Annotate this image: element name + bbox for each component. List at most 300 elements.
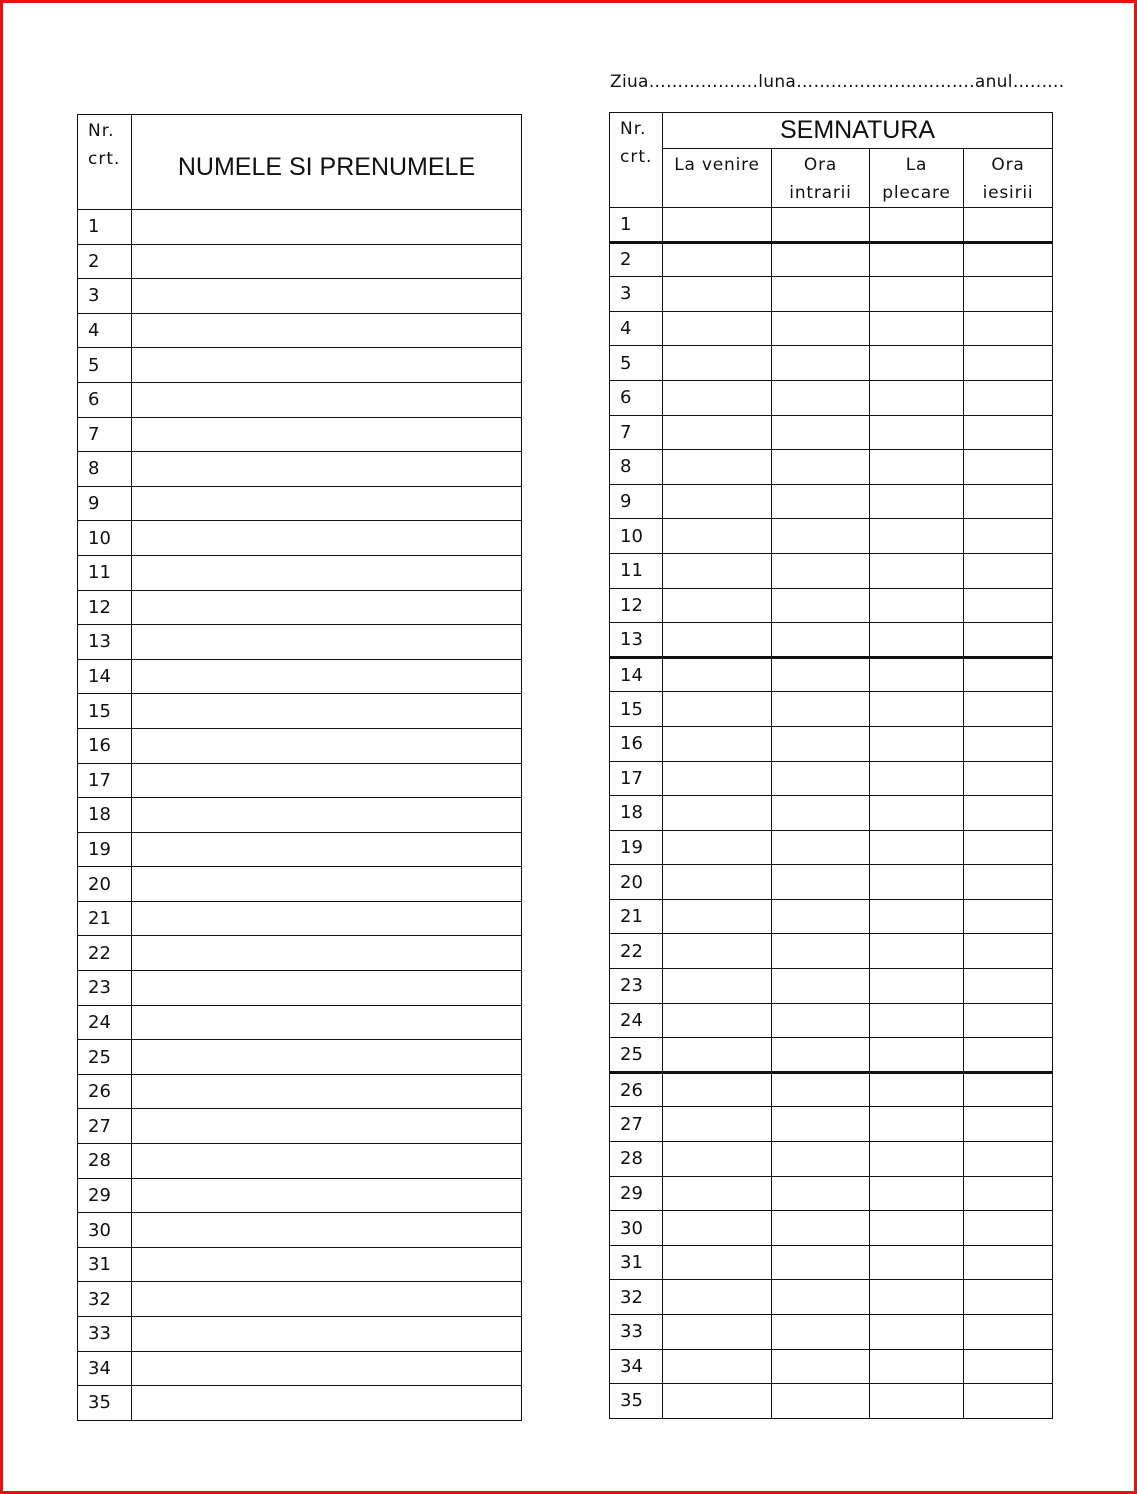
table-row: [610, 726, 1053, 761]
table-row: [78, 1144, 522, 1179]
ora-iesirii-cell[interactable]: [964, 380, 1053, 415]
table-row: [610, 588, 1053, 623]
table-row: [78, 244, 522, 279]
name-cell[interactable]: [132, 1213, 522, 1248]
name-cell[interactable]: [132, 1040, 522, 1075]
name-cell[interactable]: [132, 1386, 522, 1421]
row-number: 13: [78, 625, 132, 660]
row-number: 20: [610, 865, 663, 900]
name-cell[interactable]: [132, 313, 522, 348]
row-number: 30: [610, 1211, 663, 1246]
row-number: 29: [610, 1176, 663, 1211]
table-row: [610, 1211, 1053, 1246]
name-cell[interactable]: [132, 798, 522, 833]
ora-intrarii-cell[interactable]: [772, 1142, 870, 1177]
row-number: 17: [78, 763, 132, 798]
col-ora-intrarii: Ora intrarii: [772, 149, 870, 208]
name-cell[interactable]: [132, 521, 522, 556]
name-cell[interactable]: [132, 625, 522, 660]
name-cell[interactable]: [132, 867, 522, 902]
la-plecare-cell[interactable]: [870, 692, 964, 727]
ora-iesirii-cell[interactable]: [964, 657, 1053, 692]
table-row: [78, 521, 522, 556]
la-venire-cell[interactable]: [663, 1176, 772, 1211]
la-plecare-cell[interactable]: [870, 1142, 964, 1177]
ora-iesirii-cell[interactable]: [964, 1384, 1053, 1419]
ora-iesirii-cell[interactable]: [964, 692, 1053, 727]
ora-iesirii-cell[interactable]: [964, 1176, 1053, 1211]
table-row: [78, 832, 522, 867]
table-row: [78, 1178, 522, 1213]
table-row: [610, 1038, 1053, 1073]
name-cell[interactable]: [132, 1247, 522, 1282]
la-plecare-cell[interactable]: [870, 657, 964, 692]
la-plecare-cell[interactable]: [870, 830, 964, 865]
row-number: 19: [610, 830, 663, 865]
row-number: 34: [610, 1349, 663, 1384]
row-number: 26: [78, 1074, 132, 1109]
table-row: [78, 210, 522, 245]
ora-intrarii-cell[interactable]: [772, 623, 870, 658]
ora-iesirii-cell[interactable]: [964, 1315, 1053, 1350]
ora-iesirii-cell[interactable]: [964, 830, 1053, 865]
row-number: 25: [610, 1038, 663, 1073]
ora-iesirii-cell[interactable]: [964, 796, 1053, 831]
row-number: 4: [78, 313, 132, 348]
la-venire-cell[interactable]: [663, 1280, 772, 1315]
name-cell[interactable]: [132, 936, 522, 971]
row-number: 2: [610, 242, 663, 277]
ora-iesirii-cell[interactable]: [964, 1038, 1053, 1073]
ora-iesirii-cell[interactable]: [964, 588, 1053, 623]
table-row: [610, 311, 1053, 346]
table-row: [610, 899, 1053, 934]
la-venire-cell[interactable]: [663, 1038, 772, 1073]
row-number: 21: [610, 899, 663, 934]
row-number: 9: [610, 484, 663, 519]
ora-intrarii-cell[interactable]: [772, 208, 870, 243]
row-number: 24: [610, 1003, 663, 1038]
la-plecare-cell[interactable]: [870, 588, 964, 623]
name-cell[interactable]: [132, 1074, 522, 1109]
row-number: 11: [78, 555, 132, 590]
la-venire-cell[interactable]: [663, 277, 772, 312]
col-la-plecare: La plecare: [870, 149, 964, 208]
ora-iesirii-cell[interactable]: [964, 484, 1053, 519]
name-cell[interactable]: [132, 244, 522, 279]
nr-crt-label: Nr. crt.: [88, 121, 121, 169]
row-number: 32: [78, 1282, 132, 1317]
la-venire-cell[interactable]: [663, 1211, 772, 1246]
ora-iesirii-cell[interactable]: [964, 1349, 1053, 1384]
ora-iesirii-cell[interactable]: [964, 1107, 1053, 1142]
name-cell[interactable]: [132, 1109, 522, 1144]
ora-iesirii-cell[interactable]: [964, 1211, 1053, 1246]
row-number: 10: [610, 519, 663, 554]
la-venire-cell[interactable]: [663, 208, 772, 243]
la-plecare-cell[interactable]: [870, 553, 964, 588]
table-row: [78, 417, 522, 452]
row-number: 1: [610, 208, 663, 243]
row-number: 26: [610, 1072, 663, 1107]
la-venire-cell[interactable]: [663, 1107, 772, 1142]
la-venire-cell[interactable]: [663, 899, 772, 934]
ora-intrarii-cell[interactable]: [772, 969, 870, 1004]
names-header: NUMELE SI PRENUMELE: [132, 115, 522, 210]
name-cell[interactable]: [132, 486, 522, 521]
row-number: 28: [610, 1142, 663, 1177]
ora-iesirii-cell[interactable]: [964, 899, 1053, 934]
ora-intrarii-cell[interactable]: [772, 415, 870, 450]
la-venire-cell[interactable]: [663, 242, 772, 277]
la-venire-cell[interactable]: [663, 1003, 772, 1038]
ora-iesirii-cell[interactable]: [964, 242, 1053, 277]
row-number: 33: [78, 1317, 132, 1352]
row-number: 12: [78, 590, 132, 625]
ora-iesirii-cell[interactable]: [964, 415, 1053, 450]
ora-intrarii-cell[interactable]: [772, 553, 870, 588]
ora-intrarii-cell[interactable]: [772, 1245, 870, 1280]
row-number: 29: [78, 1178, 132, 1213]
row-number: 12: [610, 588, 663, 623]
la-plecare-cell[interactable]: [870, 1245, 964, 1280]
la-venire-cell[interactable]: [663, 969, 772, 1004]
name-cell[interactable]: [132, 728, 522, 763]
ora-iesirii-cell[interactable]: [964, 1072, 1053, 1107]
row-number: 1: [78, 210, 132, 245]
table-row: [78, 659, 522, 694]
ora-intrarii-cell[interactable]: [772, 484, 870, 519]
name-cell[interactable]: [132, 763, 522, 798]
la-plecare-cell[interactable]: [870, 208, 964, 243]
table-row: [78, 1282, 522, 1317]
name-cell[interactable]: [132, 382, 522, 417]
name-cell[interactable]: [132, 901, 522, 936]
row-number: 6: [610, 380, 663, 415]
table-row: [610, 1349, 1053, 1384]
ora-iesirii-cell[interactable]: [964, 761, 1053, 796]
ora-intrarii-cell[interactable]: [772, 934, 870, 969]
ora-intrarii-cell[interactable]: [772, 1072, 870, 1107]
la-plecare-cell[interactable]: [870, 726, 964, 761]
ora-iesirii-cell[interactable]: [964, 450, 1053, 485]
table-row: [78, 313, 522, 348]
row-number: 27: [78, 1109, 132, 1144]
la-plecare-cell[interactable]: [870, 346, 964, 381]
la-venire-cell[interactable]: [663, 380, 772, 415]
la-venire-cell[interactable]: [663, 623, 772, 658]
row-number: 6: [78, 382, 132, 417]
table-row: [610, 1315, 1053, 1350]
row-number: 16: [610, 726, 663, 761]
row-number: 5: [610, 346, 663, 381]
nr-crt-header: [610, 113, 663, 208]
table-row: [78, 763, 522, 798]
table-row: [78, 590, 522, 625]
ora-iesirii-cell[interactable]: [964, 1003, 1053, 1038]
ora-intrarii-cell[interactable]: [772, 796, 870, 831]
row-number: 9: [78, 486, 132, 521]
name-cell[interactable]: [132, 279, 522, 314]
ora-intrarii-cell[interactable]: [772, 519, 870, 554]
table-row: [610, 450, 1053, 485]
table-row: [610, 242, 1053, 277]
ora-iesirii-cell[interactable]: [964, 553, 1053, 588]
name-cell[interactable]: [132, 348, 522, 383]
la-venire-cell[interactable]: [663, 726, 772, 761]
name-cell[interactable]: [132, 452, 522, 487]
ora-intrarii-cell[interactable]: [772, 1349, 870, 1384]
ora-intrarii-cell[interactable]: [772, 242, 870, 277]
table-row: [610, 623, 1053, 658]
ora-iesirii-cell[interactable]: [964, 969, 1053, 1004]
table-row: [610, 1003, 1053, 1038]
row-number: 11: [610, 553, 663, 588]
ora-intrarii-cell[interactable]: [772, 1211, 870, 1246]
la-plecare-cell[interactable]: [870, 1038, 964, 1073]
ora-iesirii-cell[interactable]: [964, 1142, 1053, 1177]
ora-intrarii-cell[interactable]: [772, 277, 870, 312]
table-row: [610, 969, 1053, 1004]
col-ora-iesirii: Ora iesirii: [964, 149, 1053, 208]
table-row: [78, 798, 522, 833]
la-venire-cell[interactable]: [663, 796, 772, 831]
row-number: 28: [78, 1144, 132, 1179]
table-row: [78, 555, 522, 590]
la-venire-cell[interactable]: [663, 934, 772, 969]
name-cell[interactable]: [132, 659, 522, 694]
la-plecare-cell[interactable]: [870, 1384, 964, 1419]
ora-intrarii-cell[interactable]: [772, 1038, 870, 1073]
la-venire-cell[interactable]: [663, 692, 772, 727]
table-row: [78, 1213, 522, 1248]
ora-intrarii-cell[interactable]: [772, 830, 870, 865]
ora-iesirii-cell[interactable]: [964, 277, 1053, 312]
ora-intrarii-cell[interactable]: [772, 311, 870, 346]
name-cell[interactable]: [132, 971, 522, 1006]
ora-iesirii-cell[interactable]: [964, 1245, 1053, 1280]
la-plecare-cell[interactable]: [870, 934, 964, 969]
row-number: 20: [78, 867, 132, 902]
row-number: 23: [78, 971, 132, 1006]
table-row: [78, 1247, 522, 1282]
ora-iesirii-cell[interactable]: [964, 346, 1053, 381]
row-number: 14: [610, 657, 663, 692]
row-number: 8: [610, 450, 663, 485]
table-row: [78, 1386, 522, 1421]
la-venire-cell[interactable]: [663, 553, 772, 588]
table-row: [610, 553, 1053, 588]
ora-iesirii-cell[interactable]: [964, 934, 1053, 969]
table-row: [610, 415, 1053, 450]
ora-intrarii-cell[interactable]: [772, 657, 870, 692]
names-table: [77, 114, 522, 1421]
la-venire-cell[interactable]: [663, 311, 772, 346]
table-row: [610, 519, 1053, 554]
la-plecare-cell[interactable]: [870, 1003, 964, 1038]
la-plecare-cell[interactable]: [870, 1176, 964, 1211]
name-cell[interactable]: [132, 1317, 522, 1352]
table-row: [610, 484, 1053, 519]
table-row: [78, 936, 522, 971]
la-plecare-cell[interactable]: [870, 415, 964, 450]
la-plecare-cell[interactable]: [870, 623, 964, 658]
row-number: 3: [78, 279, 132, 314]
row-number: 23: [610, 969, 663, 1004]
ora-intrarii-cell[interactable]: [772, 1107, 870, 1142]
row-number: 24: [78, 1005, 132, 1040]
table-row: [78, 971, 522, 1006]
row-number: 18: [610, 796, 663, 831]
row-number: 32: [610, 1280, 663, 1315]
la-plecare-cell[interactable]: [870, 1280, 964, 1315]
table-row: [78, 382, 522, 417]
ora-intrarii-cell[interactable]: [772, 899, 870, 934]
ora-intrarii-cell[interactable]: [772, 1280, 870, 1315]
name-cell[interactable]: [132, 1351, 522, 1386]
ora-iesirii-cell[interactable]: [964, 623, 1053, 658]
row-number: 18: [78, 798, 132, 833]
ora-iesirii-cell[interactable]: [964, 208, 1053, 243]
la-venire-cell[interactable]: [663, 1245, 772, 1280]
ora-intrarii-cell[interactable]: [772, 588, 870, 623]
ora-iesirii-cell[interactable]: [964, 865, 1053, 900]
table-row: [610, 692, 1053, 727]
row-number: 15: [610, 692, 663, 727]
ora-intrarii-cell[interactable]: [772, 380, 870, 415]
row-number: 7: [78, 417, 132, 452]
ora-intrarii-cell[interactable]: [772, 761, 870, 796]
table-row: [610, 657, 1053, 692]
col-la-venire: La venire: [663, 149, 772, 208]
name-cell[interactable]: [132, 417, 522, 452]
la-venire-cell[interactable]: [663, 588, 772, 623]
name-cell[interactable]: [132, 555, 522, 590]
table-row: [610, 1176, 1053, 1211]
ora-iesirii-cell[interactable]: [964, 726, 1053, 761]
la-plecare-cell[interactable]: [870, 380, 964, 415]
la-plecare-cell[interactable]: [870, 1072, 964, 1107]
table-row: [610, 761, 1053, 796]
name-cell[interactable]: [132, 694, 522, 729]
name-cell[interactable]: [132, 590, 522, 625]
ora-iesirii-cell[interactable]: [964, 1280, 1053, 1315]
la-venire-cell[interactable]: [663, 519, 772, 554]
row-number: 17: [610, 761, 663, 796]
row-number: 30: [78, 1213, 132, 1248]
ora-intrarii-cell[interactable]: [772, 726, 870, 761]
ora-intrarii-cell[interactable]: [772, 1384, 870, 1419]
la-plecare-cell[interactable]: [870, 519, 964, 554]
la-venire-cell[interactable]: [663, 450, 772, 485]
row-number: 10: [78, 521, 132, 556]
ora-iesirii-cell[interactable]: [964, 311, 1053, 346]
name-cell[interactable]: [132, 1005, 522, 1040]
row-number: 5: [78, 348, 132, 383]
la-venire-cell[interactable]: [663, 346, 772, 381]
ora-intrarii-cell[interactable]: [772, 692, 870, 727]
la-venire-cell[interactable]: [663, 1315, 772, 1350]
la-plecare-cell[interactable]: [870, 450, 964, 485]
ora-intrarii-cell[interactable]: [772, 1315, 870, 1350]
table-row: [78, 486, 522, 521]
ora-intrarii-cell[interactable]: [772, 1176, 870, 1211]
row-number: 33: [610, 1315, 663, 1350]
row-number: 16: [78, 728, 132, 763]
name-cell[interactable]: [132, 210, 522, 245]
la-plecare-cell[interactable]: [870, 242, 964, 277]
la-venire-cell[interactable]: [663, 1349, 772, 1384]
la-plecare-cell[interactable]: [870, 796, 964, 831]
row-number: 4: [610, 311, 663, 346]
la-plecare-cell[interactable]: [870, 277, 964, 312]
name-cell[interactable]: [132, 1144, 522, 1179]
table-row: [78, 452, 522, 487]
la-venire-cell[interactable]: [663, 484, 772, 519]
name-cell[interactable]: [132, 1178, 522, 1213]
la-venire-cell[interactable]: [663, 761, 772, 796]
row-number: 15: [78, 694, 132, 729]
la-venire-cell[interactable]: [663, 1142, 772, 1177]
la-plecare-cell[interactable]: [870, 899, 964, 934]
table-row: [610, 1142, 1053, 1177]
row-number: 22: [610, 934, 663, 969]
table-row: [610, 277, 1053, 312]
row-number: 27: [610, 1107, 663, 1142]
ora-iesirii-cell[interactable]: [964, 519, 1053, 554]
table-row: [610, 830, 1053, 865]
table-row: [78, 348, 522, 383]
table-row: [78, 1074, 522, 1109]
la-plecare-cell[interactable]: [870, 761, 964, 796]
la-plecare-cell[interactable]: [870, 969, 964, 1004]
table-row: [610, 208, 1053, 243]
row-number: 21: [78, 901, 132, 936]
la-plecare-cell[interactable]: [870, 1315, 964, 1350]
la-plecare-cell[interactable]: [870, 1349, 964, 1384]
la-plecare-cell[interactable]: [870, 484, 964, 519]
la-plecare-cell[interactable]: [870, 1211, 964, 1246]
row-number: 2: [78, 244, 132, 279]
name-cell[interactable]: [132, 832, 522, 867]
la-venire-cell[interactable]: [663, 657, 772, 692]
table-row: [78, 279, 522, 314]
table-row: [610, 1072, 1053, 1107]
ora-intrarii-cell[interactable]: [772, 450, 870, 485]
la-plecare-cell[interactable]: [870, 311, 964, 346]
table-row: [78, 901, 522, 936]
la-venire-cell[interactable]: [663, 865, 772, 900]
ora-intrarii-cell[interactable]: [772, 865, 870, 900]
table-row: [610, 1280, 1053, 1315]
table-row: [610, 1107, 1053, 1142]
row-number: 35: [610, 1384, 663, 1419]
la-venire-cell[interactable]: [663, 415, 772, 450]
la-venire-cell[interactable]: [663, 830, 772, 865]
date-line: Ziua……………….luna………………………….anul…..….: [610, 72, 1065, 92]
name-cell[interactable]: [132, 1282, 522, 1317]
ora-intrarii-cell[interactable]: [772, 1003, 870, 1038]
table-row: [78, 867, 522, 902]
la-venire-cell[interactable]: [663, 1384, 772, 1419]
ora-intrarii-cell[interactable]: [772, 346, 870, 381]
row-number: 31: [78, 1247, 132, 1282]
la-venire-cell[interactable]: [663, 1072, 772, 1107]
la-plecare-cell[interactable]: [870, 865, 964, 900]
row-number: 34: [78, 1351, 132, 1386]
table-row: [78, 625, 522, 660]
la-plecare-cell[interactable]: [870, 1107, 964, 1142]
